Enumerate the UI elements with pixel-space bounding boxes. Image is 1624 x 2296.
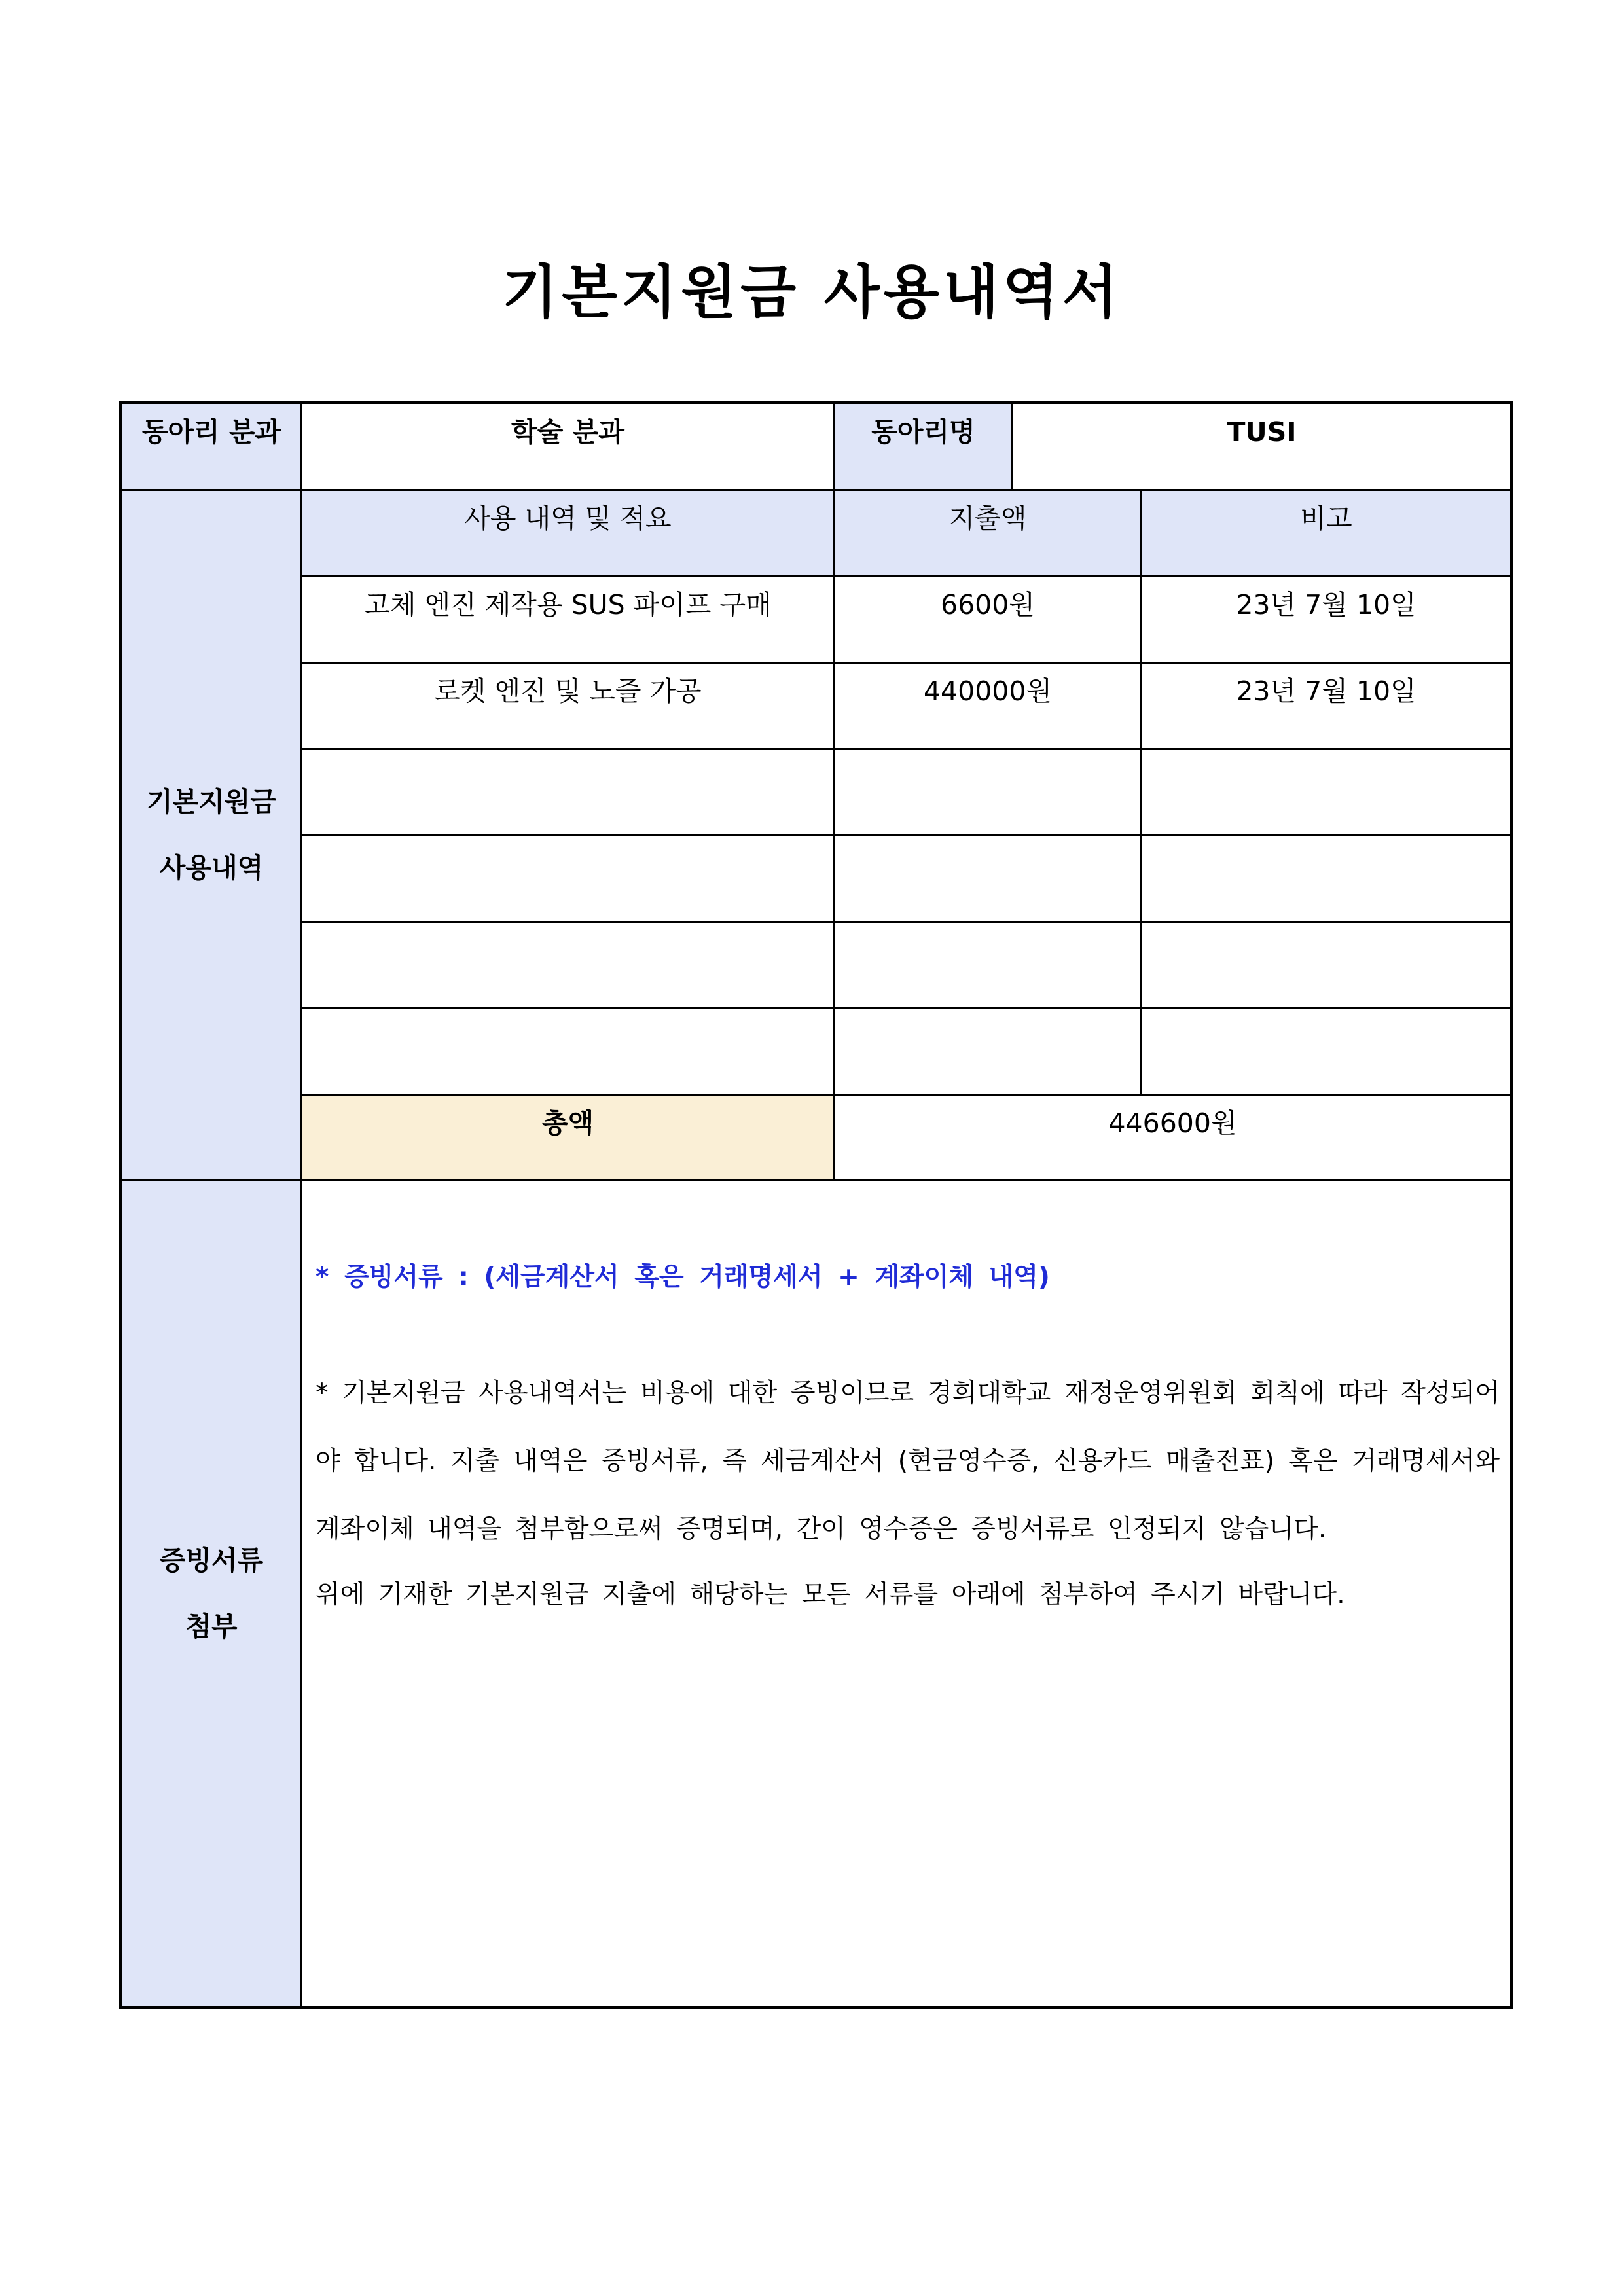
- usage-section-label-line2: 사용내역: [159, 852, 264, 884]
- usage-row-amount: [835, 923, 1142, 1009]
- club-name-value: TUSI: [1013, 404, 1510, 491]
- division-label: 동아리 분과: [122, 404, 302, 491]
- division-value: 학술 분과: [302, 404, 835, 491]
- usage-row-note: 23년 7월 10일: [1142, 577, 1510, 664]
- usage-row-note: [1142, 1009, 1510, 1096]
- document-title: 기본지원금 사용내역서: [502, 259, 1122, 326]
- usage-row-amount: [835, 1009, 1142, 1096]
- usage-row-item: [302, 923, 835, 1009]
- attachment-section-label: [122, 1181, 302, 2006]
- attachment-area: [302, 1181, 1510, 2006]
- usage-section-label: [122, 491, 302, 1181]
- usage-row-note: 23년 7월 10일: [1142, 664, 1510, 750]
- usage-row-item: [302, 750, 835, 836]
- usage-row-note: [1142, 750, 1510, 836]
- usage-section-label-line1: 기본지원금: [146, 785, 277, 817]
- instructions-paragraph: * 기본지원금 사용내역서는 비용에 대한 증빙이므로 경희대학교 재정운영위원회 회칙에 따라 작성되어야 합니다. 지출 내역은 증빙서류, 즉 세금계산서 (현금영수증, 신용카드 매출전표) 혹은 거래명세서와 계좌이체 내역을 첨부함으로써 증명되며, 간이 영수증은 증빙서류로 인정되지 않습니다.: [316, 1378, 1500, 1544]
- club-name-label: 동아리명: [835, 404, 1013, 491]
- column-header-amount: 지출액: [835, 491, 1142, 577]
- usage-row-item: 로켓 엔진 및 노즐 가공: [302, 664, 835, 750]
- usage-row-item: 고체 엔진 제작용 SUS 파이프 구매: [302, 577, 835, 664]
- column-header-item: 사용 내역 및 적요: [302, 491, 835, 577]
- required-docs-note: * 증빙서류 : (세금계산서 혹은 거래명세서 + 계좌이체 내역): [316, 1263, 1050, 1292]
- usage-row-amount: [835, 836, 1142, 923]
- usage-row-item: [302, 1009, 835, 1096]
- usage-row-amount: 6600원: [835, 577, 1142, 664]
- usage-report-form: [119, 401, 1513, 2009]
- attachment-section-label-line1: 증빙서류: [159, 1544, 264, 1576]
- attachment-section-label-line2: 첨부: [185, 1611, 238, 1642]
- total-value: 446600원: [835, 1096, 1510, 1181]
- column-header-note: 비고: [1142, 491, 1510, 577]
- total-label: 총액: [302, 1096, 835, 1181]
- usage-row-item: [302, 836, 835, 923]
- usage-row-note: [1142, 836, 1510, 923]
- usage-row-amount: [835, 750, 1142, 836]
- attachment-request-paragraph: 위에 기재한 기본지원금 지출에 해당하는 모든 서류를 아래에 첨부하여 주시기 바랍니다.: [316, 1580, 1345, 1609]
- usage-row-amount: 440000원: [835, 664, 1142, 750]
- usage-row-note: [1142, 923, 1510, 1009]
